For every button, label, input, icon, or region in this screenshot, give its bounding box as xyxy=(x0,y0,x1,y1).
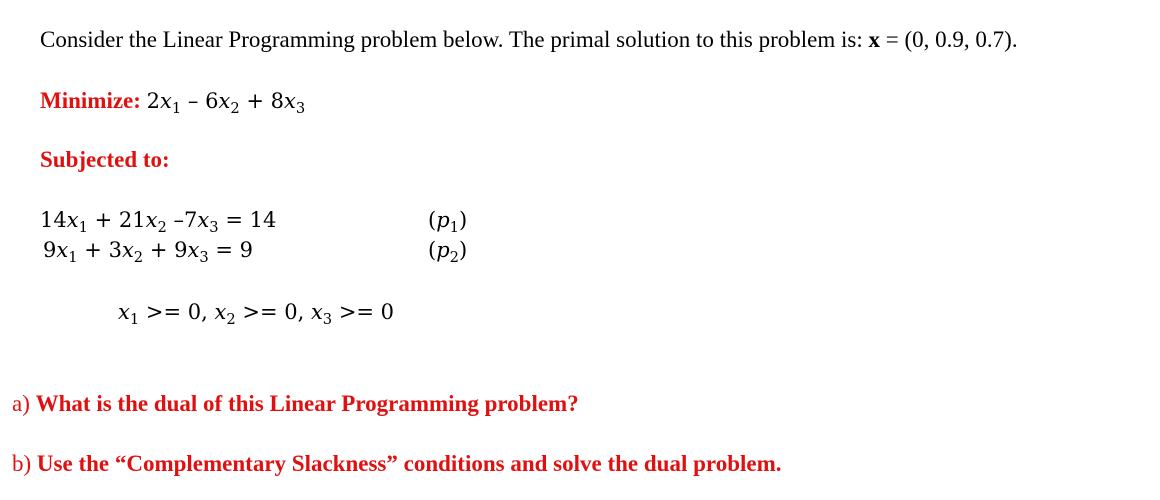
nn-cond-1: >= 0, xyxy=(139,300,215,324)
c2-coef-3: 9 xyxy=(174,238,188,262)
tag1-sub: 1 xyxy=(449,219,460,237)
nn-sub-2: 2 xyxy=(226,311,236,329)
objective-expression xyxy=(146,89,306,118)
c1-var-3: x xyxy=(197,208,210,232)
objective-sub-3: 3 xyxy=(295,100,306,118)
objective-label: Minimize: xyxy=(40,88,141,113)
nn-cond-3: >= 0 xyxy=(332,300,395,324)
c1-op-1: + xyxy=(94,208,113,232)
objective-op-1: – xyxy=(187,89,199,113)
question-a-text: What is the dual of this Linear Programming problem? xyxy=(35,391,579,416)
objective-sub-2: 2 xyxy=(230,100,240,118)
tag1-var: p xyxy=(436,208,450,232)
c2-coef-2: 3 xyxy=(108,238,122,262)
primal-solution: (0, 0.9, 0.7). xyxy=(904,27,1018,52)
question-a xyxy=(12,391,579,417)
constraint-tag-2 xyxy=(428,238,468,267)
c1-coef-3: 7 xyxy=(184,208,198,232)
c2-op-1: + xyxy=(84,238,102,262)
objective-coef-1: 2 xyxy=(146,89,161,113)
intro-line xyxy=(40,27,1018,53)
objective-sub-1: 1 xyxy=(171,100,182,118)
c1-var-2: x xyxy=(145,208,158,232)
c1-coef-1: 14 xyxy=(40,208,67,232)
tag2-sub: 2 xyxy=(449,249,460,267)
c1-sub-1: 1 xyxy=(78,219,88,237)
c2-var-2: x xyxy=(121,238,134,262)
solution-vector-symbol: x xyxy=(868,27,881,52)
tag2-open: ( xyxy=(428,238,437,262)
objective-coef-2: 6 xyxy=(205,89,219,113)
question-b-prefix: b) xyxy=(12,451,32,476)
c2-var-3: x xyxy=(187,238,200,262)
c1-rhs: = 14 xyxy=(225,208,277,232)
objective-var-2: x xyxy=(218,89,231,113)
constraint-tag-1 xyxy=(428,208,468,237)
c2-sub-2: 2 xyxy=(133,249,144,267)
tag1-open: ( xyxy=(428,208,437,232)
nn-var-2: x xyxy=(214,300,227,324)
c1-coef-2: 21 xyxy=(118,208,146,232)
c2-coef-1: 9 xyxy=(43,238,57,262)
objective-op-2: + xyxy=(246,89,264,113)
tag1-close: ) xyxy=(459,208,468,232)
question-b xyxy=(12,451,782,477)
objective-var-3: x xyxy=(284,89,296,113)
constraint-row-1 xyxy=(40,208,277,237)
c1-sub-2: 2 xyxy=(157,219,167,237)
nn-sub-3: 3 xyxy=(322,311,333,329)
objective-line xyxy=(40,88,306,118)
intro-text: Consider the Linear Programming problem below. The primal solution to this problem is: xyxy=(40,27,869,52)
c1-op-2: – xyxy=(173,208,185,232)
c1-var-1: x xyxy=(66,208,79,232)
nonnegativity-line xyxy=(118,300,395,329)
tag2-var: p xyxy=(436,238,450,262)
c2-sub-1: 1 xyxy=(68,249,78,267)
c2-op-2: + xyxy=(149,238,168,262)
solution-equals: = xyxy=(880,27,905,52)
constraint-row-2 xyxy=(43,238,254,267)
objective-var-1: x xyxy=(160,89,172,113)
objective-coef-3: 8 xyxy=(270,89,285,113)
c2-sub-3: 3 xyxy=(199,249,209,267)
question-b-text: Use the “Complementary Slackness” conditions and solve the dual problem. xyxy=(36,451,782,476)
c2-rhs: = 9 xyxy=(215,238,254,262)
nn-cond-2: >= 0, xyxy=(235,300,311,324)
constraints-label: Subjected to: xyxy=(40,147,170,172)
tag2-close: ) xyxy=(459,238,468,262)
c2-var-1: x xyxy=(56,238,69,262)
nn-sub-1: 1 xyxy=(129,311,140,329)
nn-var-1: x xyxy=(118,300,130,324)
question-a-prefix: a) xyxy=(12,391,30,416)
nn-var-3: x xyxy=(310,300,323,324)
c1-sub-3: 3 xyxy=(209,219,219,237)
